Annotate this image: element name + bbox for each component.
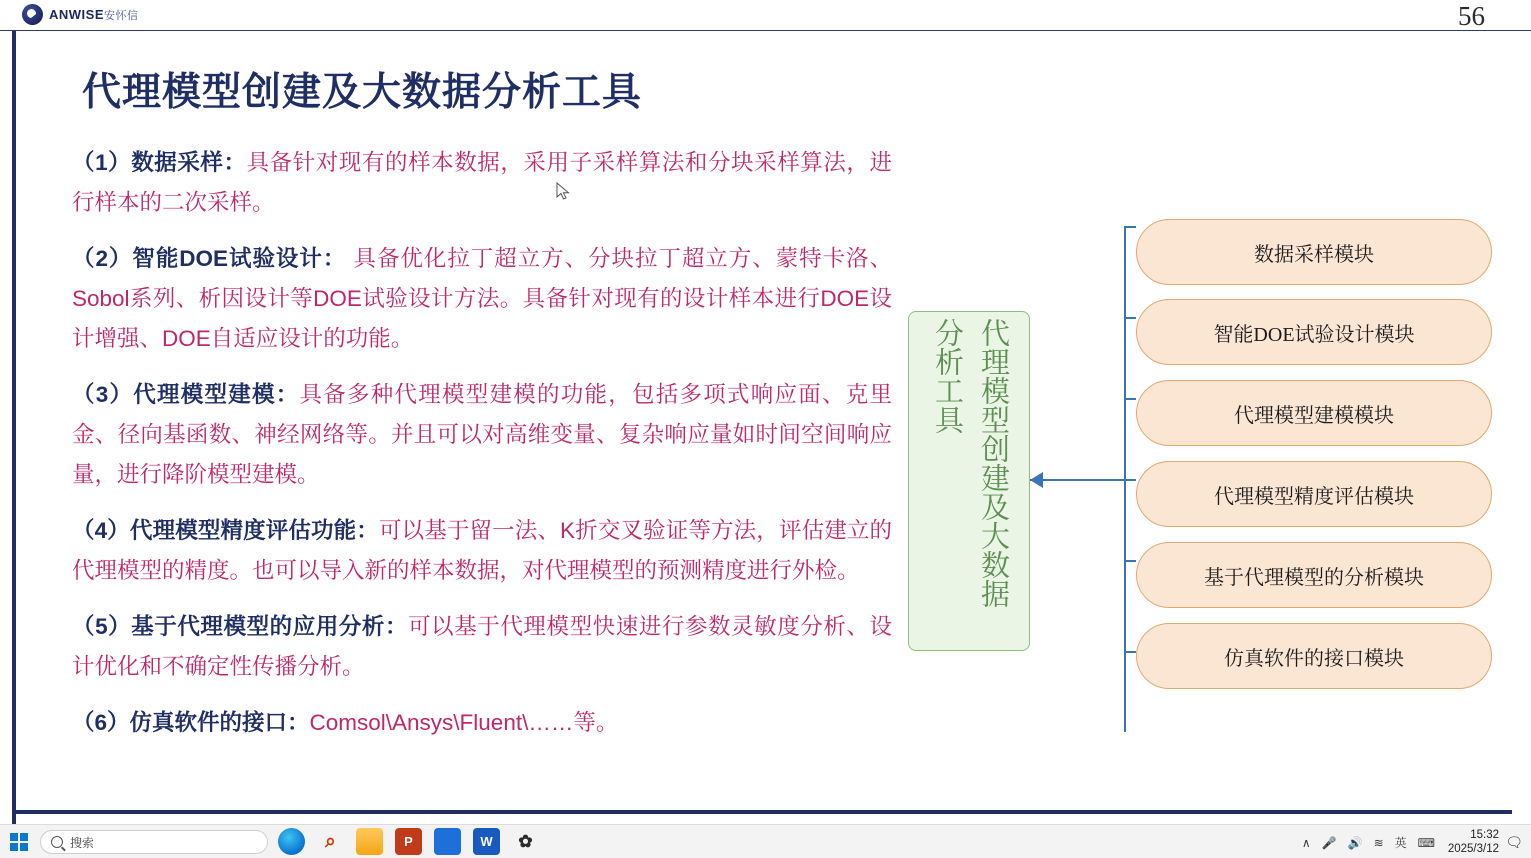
taskbar-app-list: [278, 828, 539, 855]
architecture-diagram: [900, 191, 1520, 731]
diagram-center-label: 代理模型创建及大数据分析工具: [931, 318, 1009, 608]
start-button-icon[interactable]: [10, 833, 28, 851]
brand-name: [49, 7, 139, 23]
search-icon: [51, 836, 63, 848]
paragraph-4: [72, 511, 892, 591]
paragraph-6-lead: （6）仿真软件的接口：: [72, 710, 310, 735]
taskbar-search-input[interactable]: [40, 830, 268, 854]
logo-icon: [22, 4, 43, 25]
tray-microphone-icon[interactable]: 🎤: [1321, 835, 1337, 850]
diagram-branch-2: [1124, 317, 1136, 319]
clock-time: 15:32: [1470, 829, 1499, 841]
brand-name-text: ANWISE: [49, 6, 104, 22]
paragraph-2-text: 具备优化拉丁超立方、分块拉丁超立方、蒙特卡洛、Sobol系列、析因设计等DOE试验设计方法。具备针对现有的设计样本进行DOE设计增强、DOE自适应设计的功能。: [72, 246, 892, 351]
diagram-arrow-line: [1030, 479, 1126, 481]
diagram-branch-6: [1124, 651, 1136, 653]
paragraph-1-text: 具备针对现有的样本数据，采用子采样算法和分块采样算法，进行样本的二次采样。: [72, 150, 892, 215]
paragraph-2: [72, 239, 892, 359]
diagram-branch-4: [1124, 479, 1136, 481]
notification-center-icon[interactable]: 🗨: [1505, 834, 1523, 850]
diagram-branch-1: [1124, 226, 1136, 228]
paragraph-3-lead: （3）代理模型建模：: [72, 382, 300, 407]
paragraph-4-text: 可以基于留一法、K折交叉验证等方法，评估建立的代理模型的精度。也可以导入新的样本数据，对代理模型的预测精度进行外检。: [72, 518, 892, 583]
diagram-branch-3: [1124, 398, 1136, 400]
paragraph-6: [72, 703, 892, 743]
paragraph-6-text: Comsol\Ansys\Fluent\……等。: [309, 710, 619, 735]
paragraph-3-text: 具备多种代理模型建模的功能，包括多项式响应面、克里金、径向基函数、神经网络等。并且可以对高维变量、复杂响应量如时间空间响应量，进行降阶模型建模。: [72, 382, 892, 487]
paragraph-3: [72, 375, 892, 495]
diagram-center-node: [908, 311, 1030, 651]
paragraph-4-lead: （4）代理模型精度评估功能：: [72, 518, 379, 543]
brand-logo: [22, 4, 139, 25]
taskbar-clock[interactable]: [1448, 828, 1499, 856]
diagram-node-6: 仿真软件的接口模块: [1136, 623, 1492, 689]
left-accent-rule: [12, 31, 16, 824]
bottom-accent-rule: [12, 810, 1512, 814]
slide-body: [0, 31, 1531, 824]
system-tray: [1302, 834, 1435, 851]
paragraph-1-lead: （1）数据采样：: [72, 150, 247, 175]
tray-ime-language-icon[interactable]: 英: [1394, 836, 1407, 850]
windows-taskbar: [0, 824, 1531, 858]
word-icon[interactable]: W: [473, 828, 500, 855]
paragraph-5: [72, 607, 892, 687]
diagram-node-5: 基于代理模型的分析模块: [1136, 542, 1492, 608]
tray-keyboard-icon[interactable]: ⌨: [1417, 835, 1435, 850]
taskbar-search-placeholder: 搜索: [70, 835, 95, 850]
page-number: 56: [1458, 1, 1485, 31]
tray-volume-icon[interactable]: 🔊: [1347, 835, 1363, 850]
edge-icon[interactable]: [278, 828, 305, 855]
diagram-node-2: 智能DOE试验设计模块: [1136, 299, 1492, 365]
tray-network-icon[interactable]: ≋: [1373, 835, 1384, 850]
diagram-node-3: 代理模型建模模块: [1136, 380, 1492, 446]
paragraph-5-lead: （5）基于代理模型的应用分析：: [72, 614, 409, 639]
tray-chevron-up-icon[interactable]: ∧: [1301, 835, 1311, 850]
page-title: 代理模型创建及大数据分析工具: [82, 71, 643, 114]
powerpoint-icon[interactable]: P: [395, 828, 422, 855]
diagram-arrow-head-icon: [1030, 472, 1043, 488]
diagram-node-1: 数据采样模块: [1136, 219, 1492, 285]
diagram-node-4: 代理模型精度评估模块: [1136, 461, 1492, 527]
slide-paragraphs: [72, 143, 892, 743]
diagram-branch-5: [1124, 560, 1136, 562]
brand-name-sub: 安怀信: [104, 9, 139, 22]
clock-date: 2025/3/12: [1447, 843, 1499, 855]
paragraph-1: [72, 143, 892, 223]
paragraph-2-lead: （2）智能DOE试验设计：: [72, 246, 347, 271]
slide-header-bar: [0, 0, 1531, 31]
paragraph-5-text: 可以基于代理模型快速进行参数灵敏度分析、设计优化和不确定性传播分析。: [72, 614, 892, 679]
gear-icon[interactable]: ✿: [518, 831, 533, 851]
search-app-icon[interactable]: ⌕: [325, 830, 336, 852]
file-explorer-icon[interactable]: [356, 828, 383, 855]
chart-app-icon[interactable]: [434, 828, 461, 855]
